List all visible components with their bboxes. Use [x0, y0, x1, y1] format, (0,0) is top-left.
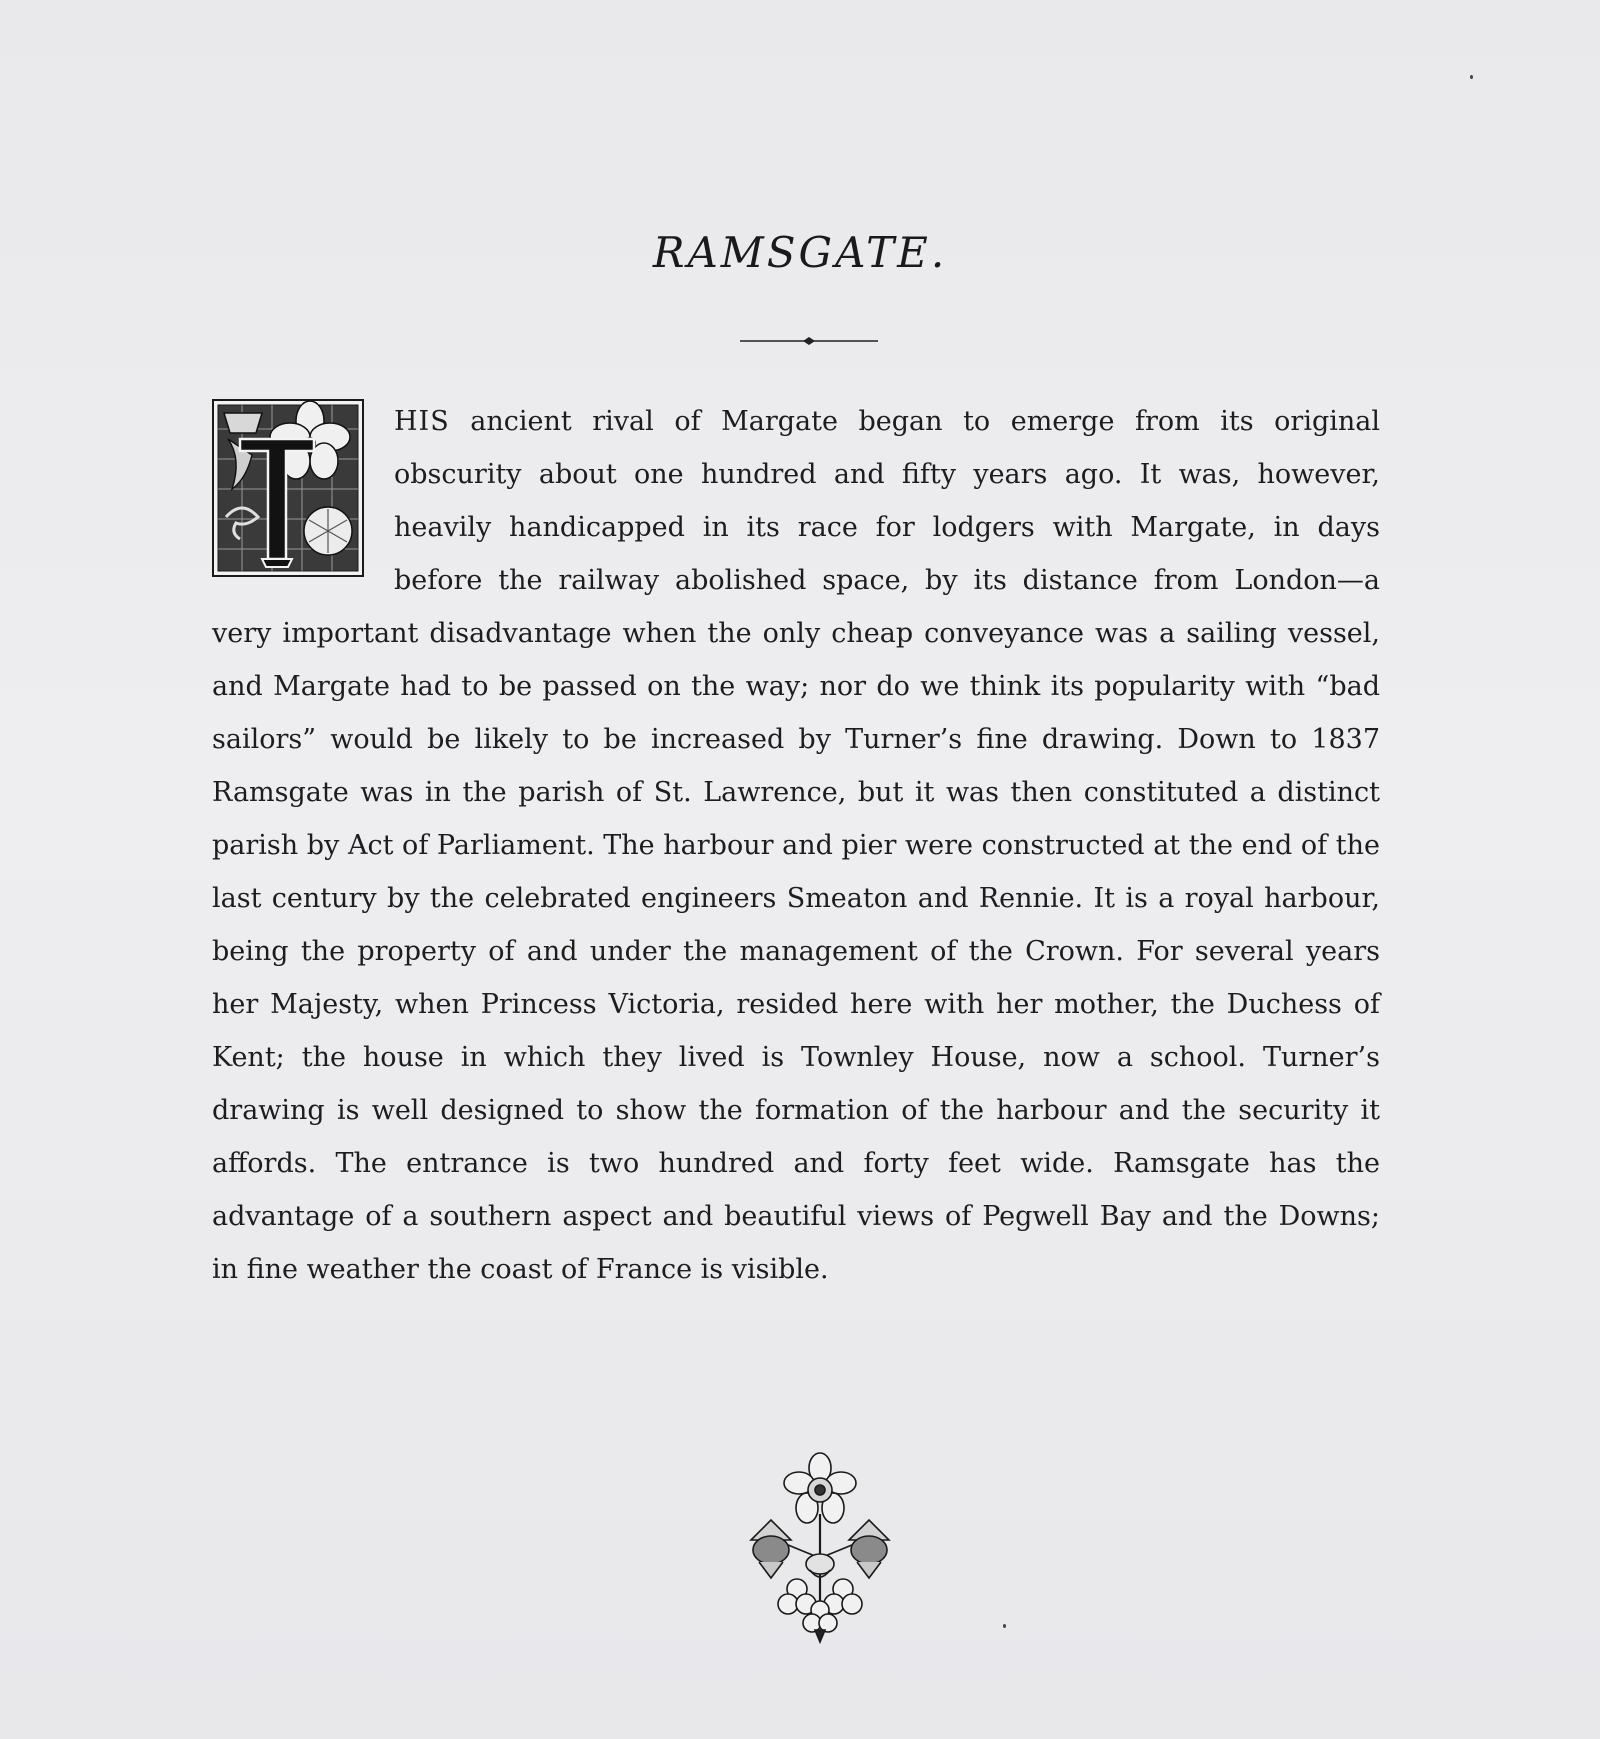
opening-word: HIS — [394, 406, 450, 437]
diamond-rule-icon — [740, 336, 878, 346]
body-text-block — [212, 395, 1380, 1296]
paper-speck — [1003, 1624, 1006, 1628]
floral-initial-T-icon — [212, 399, 364, 577]
floral-tailpiece-icon — [745, 1448, 895, 1648]
body-paragraph — [212, 395, 1380, 1296]
paper-speck — [1470, 75, 1473, 79]
page-title: RAMSGATE. — [652, 228, 948, 277]
body-text: ancient rival of Margate began to emerge from its original obscurity about one hundred and fifty years ago. It was, however, heavily handicapped in its race for lodgers with Margate, in days before the railway abolished space, by its distance from London—a very important disadvantage when the only cheap conveyance was a sailing vessel, and Margate had to be passed on the way; nor do we think its popularity with “bad sailors” would be likely to be increased by Turner’s fine drawing. Down to 1837 Ramsgate was in the parish of St. Lawrence, but it was then constituted a distinct parish by Act of Parliament. The harbour and pier were constructed at the end of the last century by the celebrated engineers Smeaton and Rennie. It is a royal harbour, being the property of and under the management of the Crown. For several years her Majesty, when Princess Victoria, resided here with her mother, the Duchess of Kent; the house in which they lived is Townley House, now a school. Turner’s drawing is well designed to show the formation of the harbour and the security it affords. The entrance is two hundred and forty feet wide. Ramsgate has the advantage of a southern aspect and beautiful views of Pegwell Bay and the Downs; in fine weather the coast of France is visible. — [212, 406, 1380, 1285]
